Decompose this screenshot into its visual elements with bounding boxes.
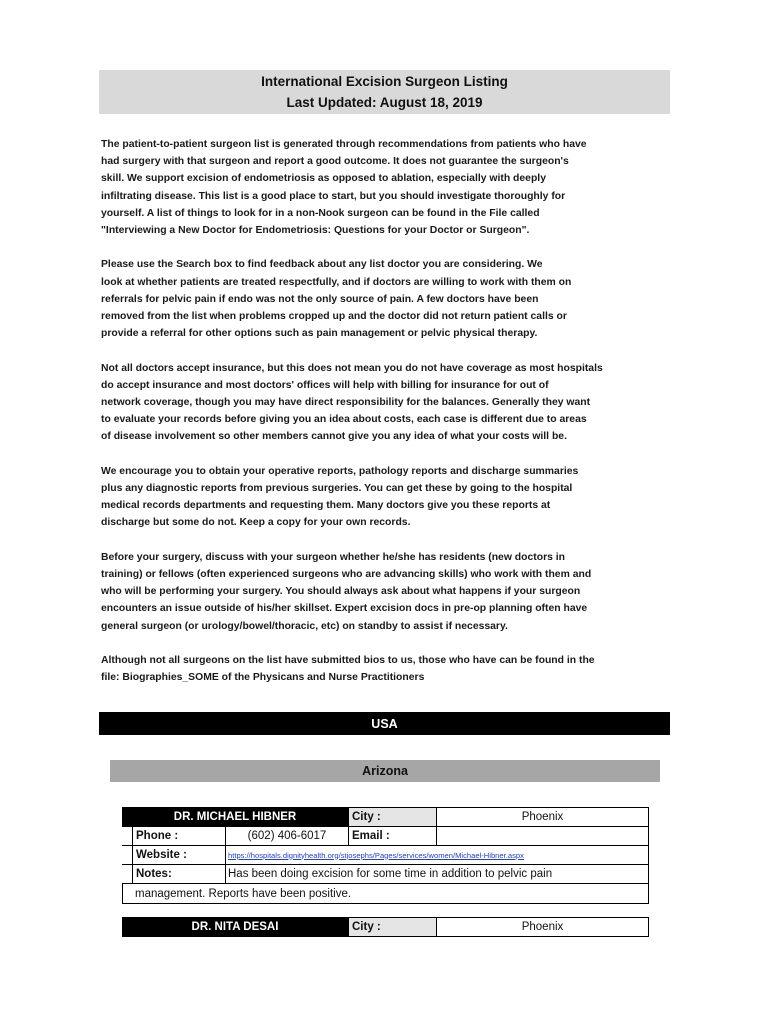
phone-value: (602) 406-6017	[247, 830, 327, 842]
notes-row	[122, 865, 649, 884]
page-title: International Excision Surgeon Listing	[261, 74, 508, 89]
paragraph: Before your surgery, discuss with your surgeon whether he/she has residents (new doctors in training) or fellows (often experienced surgeons who are advancing skills) who work with them and who will be performing your surgery. You should always ask about what happens if your surgeon encounters an issue outside of his/her skillset. Expert excision docs in pre-op planning often have general surgeon (or urology/bowel/thoracic, etc) on standby to assist if necessary.	[101, 551, 592, 632]
email-value	[437, 827, 649, 845]
paragraph: Although not all surgeons on the list have submitted bios to us, those who have can be found in the file: Biographies_SOME of the Physicans and Nurse Practitioners	[101, 655, 595, 684]
city-value: Phoenix	[437, 918, 649, 936]
city-value: Phoenix	[437, 808, 649, 826]
website-cell	[226, 846, 649, 864]
website-link[interactable]: https://hospitals.dignityhealth.org/stjosephs/Pages/services/women/Michael-Hibner.aspx	[228, 850, 524, 860]
phone-row	[122, 827, 649, 846]
notes-label: Notes:	[132, 865, 226, 883]
paragraph: The patient-to-patient surgeon list is generated through recommendations from patients who have had surgery with that surgeon and report a good outcome. It does not guarantee the surgeon's skill. We support excision of endometriosis as opposed to ablation, especially with deeply infiltrating disease. This list is a good place to start, but you should investigate thoroughly for yourself. A list of things to look for in a non-Nook surgeon can be found in the File called "Interviewing a New Doctor for Endometriosis: Questions for your Doctor or Surgeon".	[101, 139, 587, 237]
doctor-name-row	[122, 917, 649, 937]
listing-header	[99, 70, 670, 114]
paragraph: Please use the Search box to find feedback about any list doctor you are considering. We look at whether patients are treated respectfully, and if doctors are willing to work with them on referrals for pelvic pain if endo was not the only source of pain. A few doctors have been removed from the list when problems cropped up and the doctor did not return patient calls or provide a referral for other options such as pain management or pelvic physical therapy.	[101, 259, 572, 340]
notes-continuation: management. Reports have been positive.	[122, 884, 649, 904]
doctor-name-row	[122, 807, 649, 827]
city-label: City :	[348, 808, 437, 826]
notes-value: Has been doing excision for some time in addition to pelvic pain	[226, 865, 649, 883]
doctor-name: DR. NITA DESAI	[122, 918, 348, 936]
paragraph: Not all doctors accept insurance, but this does not mean you do not have coverage as most hospitals do accept insurance and most doctors' offices will help with billing for insurance for out of network coverage, though you may have direct responsibility for the balances. Generally they want to evaluate your records before giving you an idea about costs, each case is different due to areas of disease involvement so other members cannot give you any idea of what your costs will be.	[101, 362, 603, 443]
paragraph: We encourage you to obtain your operative reports, pathology reports and discharge summaries plus any diagnostic reports from previous surgeries. You can get these by going to the hospital medical records departments and requesting them. Many doctors give you these reports at discharge but some do not. Keep a copy for your own records.	[101, 465, 579, 529]
doctor-name: DR. MICHAEL HIBNER	[122, 808, 348, 826]
website-row	[122, 846, 649, 865]
email-label: Email :	[348, 827, 437, 845]
doctor-card	[122, 917, 649, 937]
website-label: Website :	[132, 846, 226, 864]
country-header: USA	[99, 712, 670, 735]
phone-label: Phone :	[132, 827, 226, 845]
last-updated: Last Updated: August 18, 2019	[286, 95, 483, 110]
intro-text	[101, 136, 636, 704]
doctor-card	[122, 807, 649, 904]
city-label: City :	[348, 918, 437, 936]
state-header: Arizona	[110, 760, 660, 782]
